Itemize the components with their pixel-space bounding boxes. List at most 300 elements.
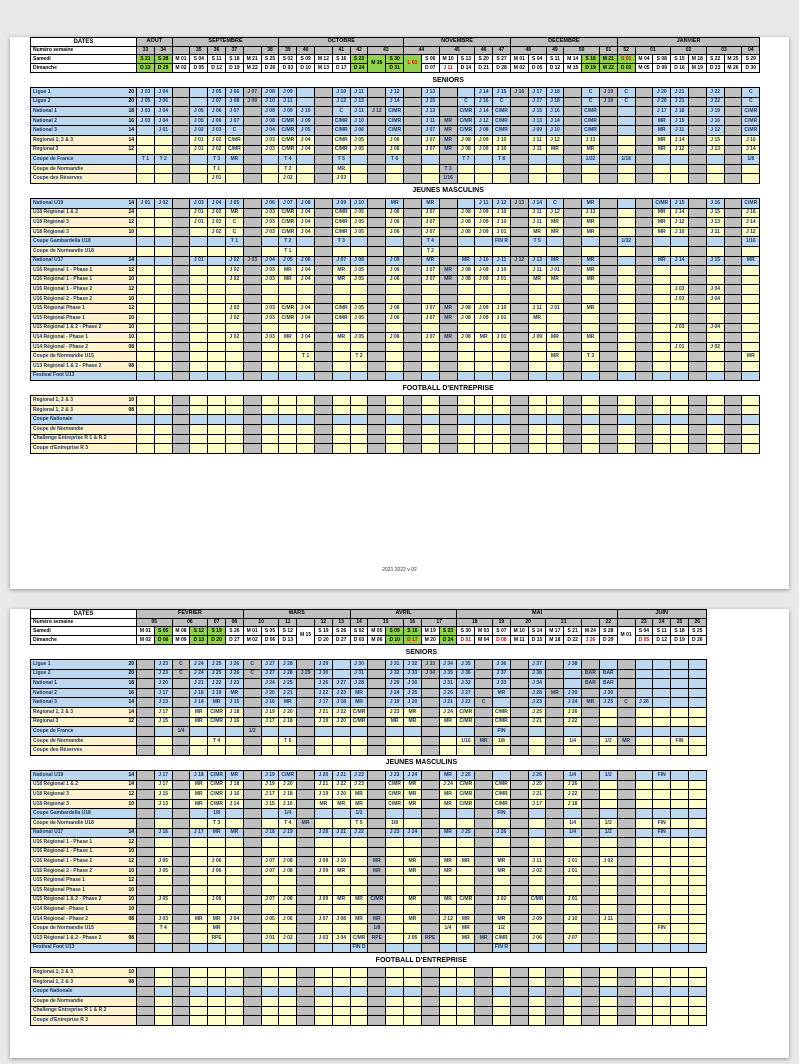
calendar-cell: J 17 [314,698,332,708]
calendar-cell [546,736,564,746]
saturday-date: S 22 [706,55,724,64]
calendar-cell [635,895,653,905]
calendar-cell [315,107,333,117]
calendar-cell: 1/4 [564,828,582,838]
calendar-cell: BAR [599,669,617,679]
calendar-cell [297,790,315,800]
competition-label: U16 Régional 1 - Phase 1 12 [31,838,137,848]
saturday-date: M 24 [582,627,600,636]
calendar-cell: J 09 [279,107,297,117]
calendar-cell: J 04 [154,88,172,98]
calendar-cell: J 22 [706,97,724,107]
calendar-cell: MR [190,780,208,790]
sunday-date: D 07 [421,64,439,73]
calendar-cell [528,285,546,295]
calendar-cell [314,818,332,828]
calendar-cell [475,294,493,304]
calendar-cell: J 01 [190,135,208,145]
calendar-cell [475,669,493,679]
calendar-cell [742,371,760,381]
calendar-cell [297,371,315,381]
calendar-cell [225,415,243,425]
calendar-cell [297,895,315,905]
calendar-cell: J 15 [671,116,689,126]
calendar-cell [368,304,386,314]
calendar-cell [688,943,706,953]
calendar-cell: C/MR [386,780,404,790]
calendar-cell [368,698,386,708]
calendar-cell [510,116,528,126]
calendar-cell: 1/4 [439,924,457,934]
competition-label: U16 Régional 2 - Phase 2 10 [31,294,137,304]
calendar-cell [386,425,404,435]
calendar-cell: C/MR [742,116,760,126]
calendar-cell [404,736,422,746]
calendar-cell [617,866,635,876]
competition-label: U16 Régional 1 - Phase 1 10 [31,275,137,285]
calendar-cell [154,208,172,218]
competition-label: Ligue 1 20 [31,88,137,98]
calendar-cell [564,227,582,237]
calendar-cell: J 01 [493,333,511,343]
calendar-cell [671,727,689,737]
calendar-cell: C [225,126,243,136]
calendar-cell [582,809,600,819]
calendar-cell: MR [190,717,208,727]
calendar-cell [368,707,386,717]
calendar-cell: MR [190,914,208,924]
calendar-cell: C [582,88,600,98]
calendar-cell [653,688,671,698]
calendar-cell: J 05 [350,227,368,237]
calendar-cell [137,164,155,174]
calendar-cell [368,809,386,819]
calendar-cell [599,968,617,978]
week-number: 14 [350,619,368,627]
calendar-cell [297,246,315,256]
calendar-cell: J 07 [279,198,297,208]
calendar-cell [404,425,422,435]
calendar-cell: J 06 [208,895,226,905]
calendar-cell [421,924,439,934]
calendar-cell: J 17 [528,97,546,107]
section-spacer [31,645,137,660]
calendar-cell: J 03 [190,198,208,208]
calendar-cell [243,294,261,304]
calendar-cell [688,107,706,117]
calendar-cell [564,876,582,886]
competition-row [31,968,707,978]
calendar-cell: J 38 [564,660,582,670]
calendar-cell: 1/32 [617,237,635,247]
calendar-cell: J 27 [261,669,279,679]
calendar-cell [172,866,190,876]
week-number: 11 [279,619,297,627]
calendar-cell [297,828,315,838]
calendar-cell [225,727,243,737]
competition-row [31,660,707,670]
calendar-cell [154,333,172,343]
calendar-cell: J 11 [528,857,546,867]
saturday-date: S 13 [457,55,475,64]
competition-label: U15 Régional 1 & 2 - Phase 2 10 [31,895,137,905]
calendar-cell [297,698,315,708]
calendar-cell [493,818,511,828]
calendar-cell [297,746,315,756]
calendar-cell [457,876,475,886]
calendar-cell [243,164,261,174]
calendar-cell: C/MR [493,107,511,117]
calendar-cell [564,304,582,314]
saturday-date: S 11 [208,55,226,64]
week-number: 05 [137,619,173,627]
calendar-cell [297,342,315,352]
calendar-cell [671,924,689,934]
calendar-cell: J 07 [421,135,439,145]
calendar-cell [493,405,511,415]
calendar-cell [172,924,190,934]
calendar-cell [564,968,582,978]
calendar-cell: FIN [671,736,689,746]
calendar-cell: J 16 [261,698,279,708]
calendar-cell: C/MR [457,895,475,905]
competition-label: Coupe de Normandie U15 [31,352,137,362]
calendar-cell [190,174,208,184]
calendar-cell [564,746,582,756]
week-number: 04 [742,47,760,55]
calendar-cell [653,362,671,372]
sunday-date: D 17 [404,636,422,645]
sunday-date: J 26 [582,636,600,645]
calendar-cell [688,174,706,184]
calendar-cell: J 06 [208,857,226,867]
calendar-cell [439,1006,457,1016]
calendar-cell [243,707,261,717]
calendar-cell [137,396,155,406]
competition-label: National 2 16 [31,688,137,698]
calendar-cell [688,425,706,435]
calendar-cell [635,914,653,924]
calendar-cell: C/MR [457,116,475,126]
competition-row [31,218,760,228]
competition-label: U15 Régional Phase 1 10 [31,886,137,896]
section-spacer [31,755,137,770]
calendar-cell: MR [493,688,511,698]
calendar-cell [404,415,422,425]
calendar-cell: C/MR [279,304,297,314]
calendar-cell: J 03 [261,135,279,145]
sunday-date: D 15 [528,636,546,645]
calendar-cell [635,444,653,454]
saturday-date: S 23 [350,55,368,64]
calendar-cell [350,155,368,165]
calendar-cell: J 01 [190,256,208,266]
calendar-cell [172,126,190,136]
calendar-cell: C/MR [332,218,350,228]
calendar-cell [208,237,226,247]
calendar-cell: J 13 [421,88,439,98]
calendar-cell: J 06 [225,88,243,98]
calendar-cell [386,886,404,896]
calendar-cell [528,371,546,381]
calendar-cell: J 10 [350,116,368,126]
calendar-cell [421,444,439,454]
calendar-page-2 [10,609,789,1026]
calendar-cell [724,164,742,174]
sunday-date: D 31 [386,64,404,73]
calendar-cell [475,434,493,444]
calendar-cell [386,847,404,857]
calendar-cell [297,838,315,848]
calendar-cell [279,434,297,444]
calendar-cell [724,145,742,155]
calendar-cell: J 05 [154,857,172,867]
calendar-cell [599,977,617,987]
month-label: AOUT [137,38,173,47]
calendar-cell [404,362,422,372]
calendar-cell [546,237,564,247]
calendar-cell [742,415,760,425]
sunday-date: M 04 [475,636,493,645]
calendar-cell [528,736,546,746]
competition-row [31,126,760,136]
calendar-cell [724,285,742,295]
calendar-cell [510,828,528,838]
calendar-cell [617,828,635,838]
calendar-cell: MR [493,857,511,867]
calendar-cell [617,323,635,333]
calendar-cell: MR [386,198,404,208]
week-number: 17 [421,619,457,627]
calendar-cell [208,275,226,285]
calendar-cell [688,707,706,717]
calendar-cell [546,866,564,876]
calendar-cell [404,218,422,228]
calendar-cell [386,285,404,295]
calendar-cell [653,275,671,285]
calendar-cell [599,275,617,285]
calendar-cell [564,924,582,934]
calendar-cell [137,285,155,295]
calendar-cell [706,415,724,425]
calendar-cell: J 10 [546,126,564,136]
calendar-cell [315,198,333,208]
calendar-cell [653,905,671,915]
calendar-cell [137,809,155,819]
sunday-date: D 26 [261,64,279,73]
calendar-cell [172,227,190,237]
section-header-row [31,381,760,396]
calendar-cell [510,905,528,915]
calendar-cell [315,434,333,444]
calendar-cell: MR [653,145,671,155]
calendar-cell [190,857,208,867]
calendar-cell [493,886,511,896]
competition-label: U16 Régional 1 - Phase 2 12 [31,857,137,867]
calendar-cell: J 03 [261,145,279,155]
calendar-cell [724,415,742,425]
calendar-cell: J 22 [332,707,350,717]
calendar-cell [582,371,600,381]
calendar-cell [635,746,653,756]
calendar-cell [475,164,493,174]
calendar-cell [493,847,511,857]
calendar-cell [724,237,742,247]
calendar-cell: MR [439,866,457,876]
calendar-cell [225,164,243,174]
week-number: 36 [208,47,226,55]
calendar-cell [510,362,528,372]
calendar-cell [653,333,671,343]
sunday-date: D 10 [297,64,315,73]
calendar-cell [671,847,689,857]
calendar-cell [457,987,475,997]
calendar-cell [724,155,742,165]
calendar-cell [671,905,689,915]
saturday-date: M 01 [510,55,528,64]
saturday-date: S 26 [225,627,243,636]
calendar-cell [599,780,617,790]
calendar-cell: RPE [368,934,386,944]
calendar-cell: J 16 [225,717,243,727]
calendar-cell [243,227,261,237]
calendar-cell [386,895,404,905]
calendar-cell [243,895,261,905]
calendar-cell [225,934,243,944]
calendar-cell: J 14 [742,218,760,228]
calendar-cell [510,415,528,425]
calendar-cell: 1/32 [582,155,600,165]
week-number: 42 [350,47,368,55]
sunday-date: D 05 [528,64,546,73]
calendar-cell [279,342,297,352]
calendar-cell [617,717,635,727]
calendar-cell [315,145,333,155]
calendar-cell: J 04 [297,145,315,155]
calendar-cell [635,266,653,276]
saturday-date: M 03 [475,627,493,636]
calendar-cell: C/MR [332,304,350,314]
calendar-cell [528,905,546,915]
calendar-cell [172,155,190,165]
calendar-cell: J 12 [510,256,528,266]
calendar-cell [332,847,350,857]
competition-label: Coupe des Réserves [31,174,137,184]
calendar-cell: J 22 [457,698,475,708]
calendar-cell: MR [582,218,600,228]
calendar-cell [688,88,706,98]
calendar-cell [190,246,208,256]
calendar-cell: J 06 [386,218,404,228]
calendar-cell [332,924,350,934]
calendar-cell: J 05 [154,866,172,876]
calendar-cell [315,256,333,266]
calendar-cell: J 30 [404,679,422,689]
calendar-cell [279,924,297,934]
calendar-cell [404,126,422,136]
calendar-cell: J 01 [564,895,582,905]
week-number [617,619,635,627]
calendar-cell [137,174,155,184]
calendar-cell: C/MR [350,717,368,727]
calendar-cell [297,97,315,107]
calendar-cell: T 5 [528,237,546,247]
calendar-cell [564,943,582,953]
calendar-cell [350,362,368,372]
calendar-cell [261,818,279,828]
calendar-cell [315,342,333,352]
calendar-cell [154,847,172,857]
calendar-cell [208,905,226,915]
calendar-cell: J 06 [386,135,404,145]
calendar-cell: J 02 [225,266,243,276]
calendar-cell: J 25 [208,669,226,679]
calendar-cell [475,977,493,987]
calendar-cell: C/MR [208,790,226,800]
calendar-cell [315,266,333,276]
calendar-cell: J 19 [386,698,404,708]
calendar-cell [297,660,315,670]
saturday-date: S 26 [332,627,350,636]
calendar-cell [635,799,653,809]
calendar-cell [475,415,493,425]
calendar-cell [350,876,368,886]
calendar-cell [493,164,511,174]
calendar-cell [688,790,706,800]
calendar-cell [653,866,671,876]
calendar-cell [154,736,172,746]
calendar-cell [582,934,600,944]
calendar-cell [368,227,386,237]
calendar-cell [635,304,653,314]
competition-row [31,809,707,819]
calendar-cell [742,246,760,256]
calendar-cell: J 15 [528,107,546,117]
calendar-cell: C/MR [279,218,297,228]
calendar-cell: J 11 [528,208,546,218]
calendar-cell [154,362,172,372]
section-header-row [31,645,707,660]
calendar-cell [635,434,653,444]
calendar-cell [635,174,653,184]
calendar-cell: J 02 [279,174,297,184]
calendar-cell: MR [528,275,546,285]
calendar-cell [332,434,350,444]
competition-row [31,905,707,915]
month-label: JANVIER [617,38,759,47]
calendar-cell [546,415,564,425]
calendar-cell [688,1006,706,1016]
calendar-cell [599,660,617,670]
calendar-cell: C/MR [386,126,404,136]
calendar-cell [172,1006,190,1016]
calendar-cell [386,444,404,454]
calendar-cell [688,352,706,362]
calendar-cell [475,997,493,1007]
calendar-cell [350,246,368,256]
calendar-cell: C/MR [386,790,404,800]
calendar-cell: J 17 [190,828,208,838]
calendar-cell [368,371,386,381]
calendar-cell [510,155,528,165]
competition-row [31,679,707,689]
calendar-cell [688,246,706,256]
competition-label: Challenge Entreprise R 1 & R 2 [31,434,137,444]
calendar-cell [404,727,422,737]
calendar-cell: J 02 [225,275,243,285]
competition-label: Coupe de France [31,155,137,165]
saturday-date: S 04 [635,627,653,636]
